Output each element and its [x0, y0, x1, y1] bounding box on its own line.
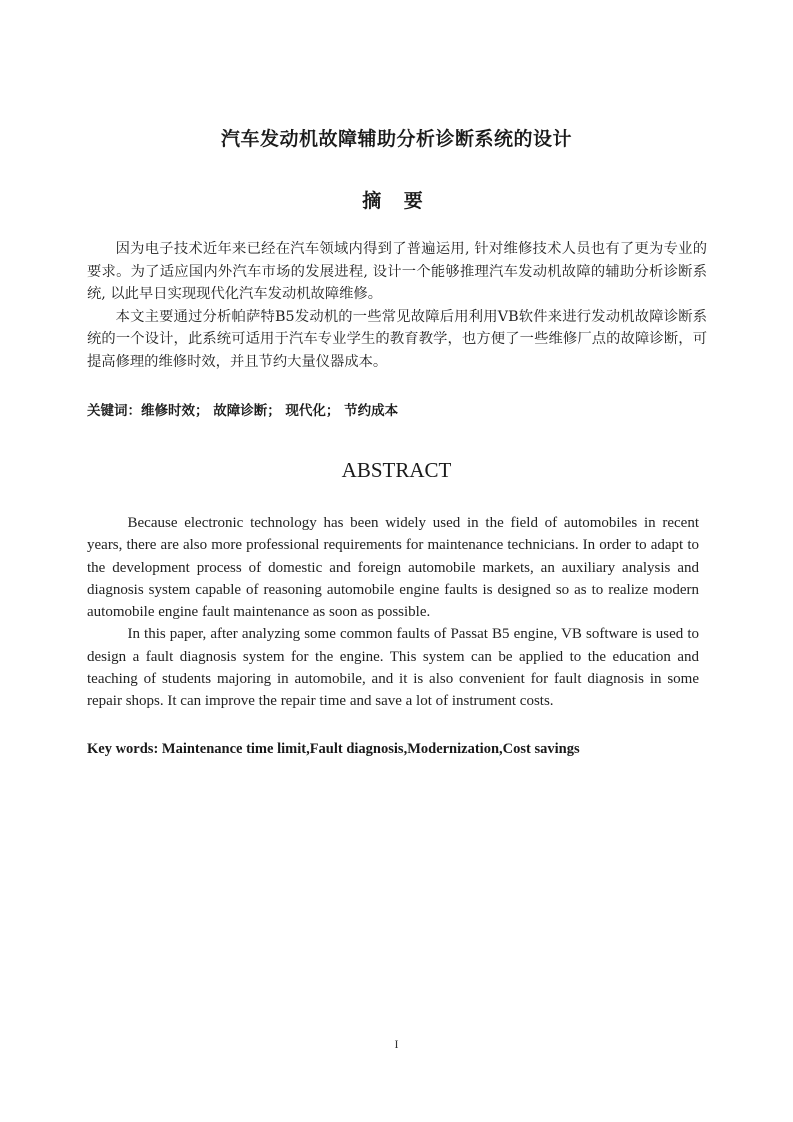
chinese-abstract-heading: 摘 要	[362, 190, 431, 212]
chinese-abstract-paragraph: 本文主要通过分析帕萨特B5发动机的一些常见故障后用利用VB软件来进行发动机故障诊断系统的一个设计，此系统可适用于汽车专业学生的教育教学，也方便了一些维修厂点的故障诊断，可提高修理的维修时效，并且节约大量仪器成本。	[87, 308, 707, 370]
english-abstract-paragraph: In this paper, after analyzing some common faults of Passat B5 engine, VB software is used to design a fault diagnosis system for the engine. This system can be applied to the education and teaching of students majoring in automobile, and it is also convenient for fault diagnosis in some repair shops. It can improve the repair time and save a lot of instrument costs.	[87, 626, 699, 710]
english-keywords: Key words: Maintenance time limit,Fault diagnosis,Modernization,Cost savings	[87, 741, 580, 757]
chinese-abstract-body	[87, 238, 707, 373]
english-abstract-paragraph: Because electronic technology has been widely used in the field of automobiles in recent years, there are also more professional requirements for maintenance technicians. In order to adapt to the development process of domestic and foreign automobile markets, an auxiliary analysis and diagnosis system capable of reasoning automobile engine faults is designed so as to realize modern automobile engine fault maintenance as soon as possible.	[87, 515, 699, 621]
chinese-abstract-paragraph: 因为电子技术近年来已经在汽车领域内得到了普遍运用, 针对维修技术人员也有了更为专业的要求。为了适应国内外汽车市场的发展进程, 设计一个能够推理汽车发动机故障的辅助分析诊断系统, 以此早日实现现代化汽车发动机故障维修。	[87, 241, 707, 302]
english-abstract-body	[87, 512, 699, 713]
english-abstract-heading: ABSTRACT	[341, 458, 452, 482]
chinese-title: 汽车发动机故障辅助分析诊断系统的设计	[220, 128, 572, 150]
page-number: I	[394, 1037, 399, 1051]
chinese-keywords: 关键词：维修时效； 故障诊断； 现代化； 节约成本	[87, 403, 399, 419]
